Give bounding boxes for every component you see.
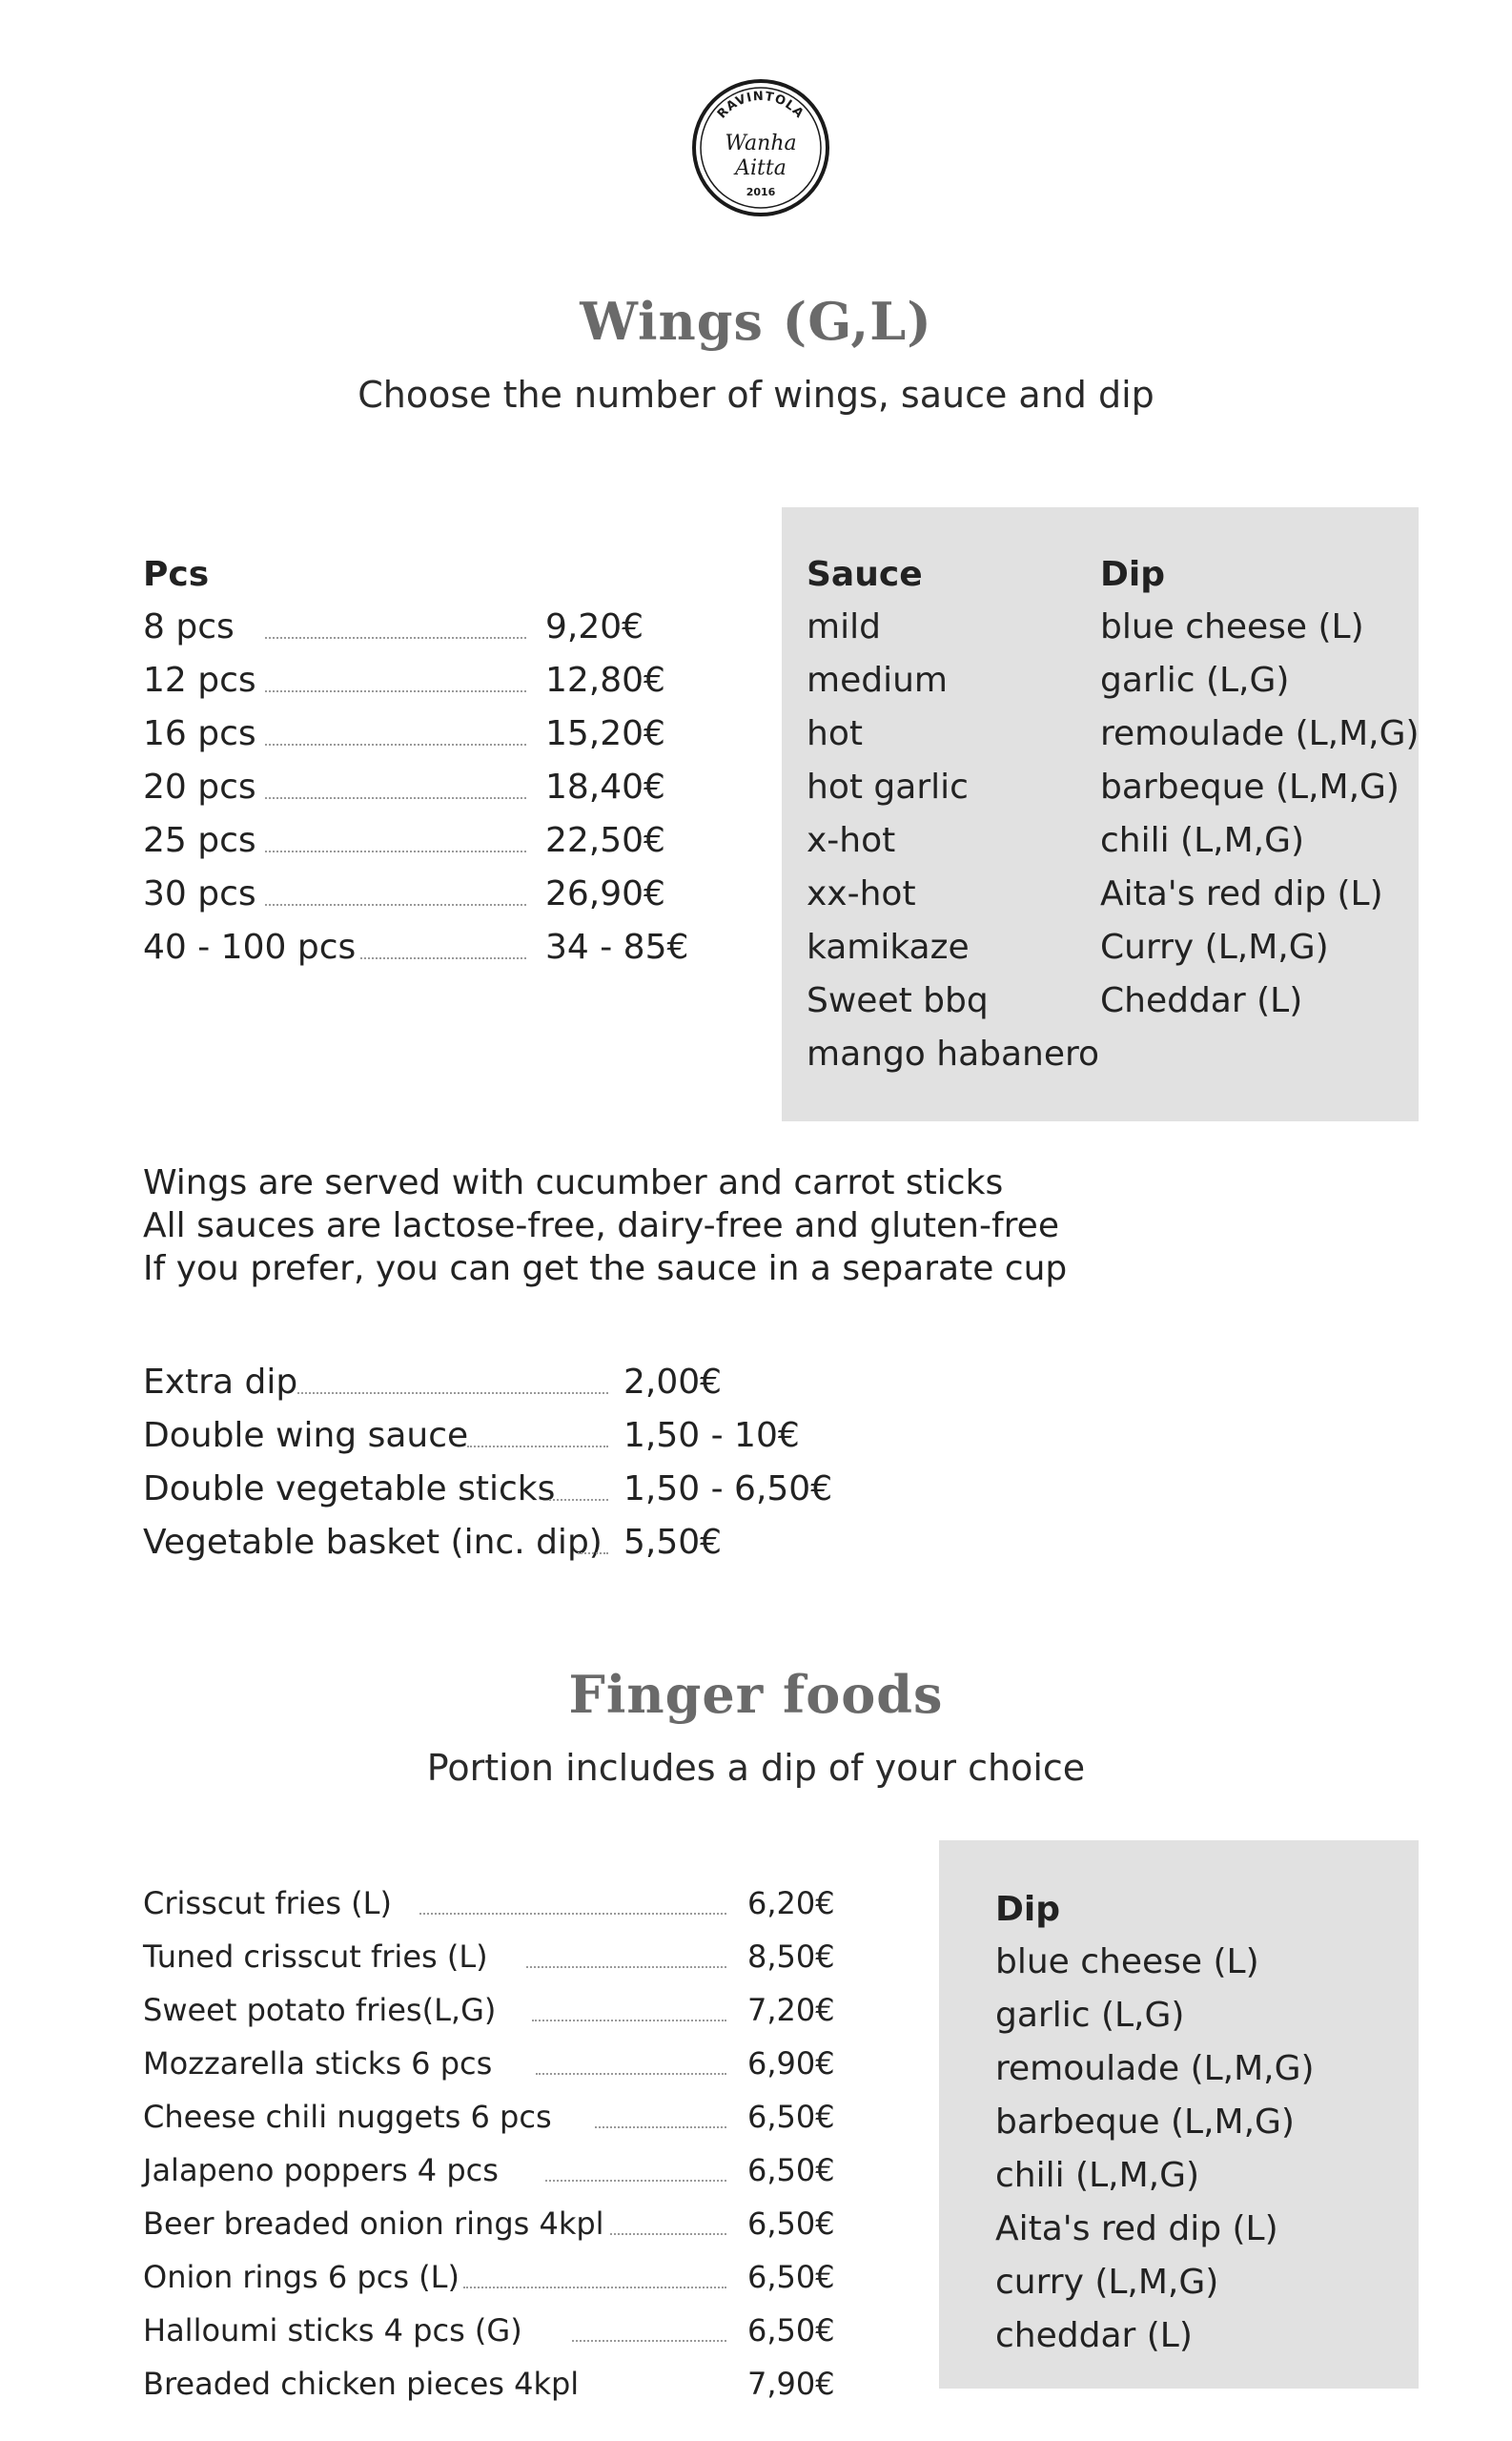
finger-dip-item: cheddar (L) (995, 2316, 1193, 2355)
extra-price: 1,50 - 6,50€ (623, 1469, 833, 1508)
wings-title: Wings (G,L) (580, 291, 932, 352)
sauce-item: Sweet bbq (807, 981, 989, 1020)
extra-row (143, 1469, 858, 1510)
dip-item: Curry (L,M,G) (1100, 928, 1329, 967)
finger-item-row (143, 2312, 868, 2349)
finger-item-label: Onion rings 6 pcs (L) (143, 2259, 460, 2295)
pcs-row (143, 714, 715, 755)
pcs-row (143, 661, 715, 702)
dotted-leader (265, 744, 526, 746)
pcs-price: 26,90€ (545, 874, 665, 913)
svg-text:RAVINTOLA (715, 90, 807, 122)
pcs-price: 15,20€ (545, 714, 665, 753)
extra-row (143, 1523, 858, 1564)
finger-item-row (143, 2366, 868, 2403)
finger-item-price: 6,50€ (747, 2205, 835, 2242)
wings-note: Wings are served with cucumber and carrot sticks (143, 1163, 1004, 1202)
extra-price: 5,50€ (623, 1523, 723, 1562)
finger-dip-item: blue cheese (L) (995, 1942, 1259, 1981)
finger-item-price: 7,90€ (747, 2366, 835, 2402)
pcs-price: 18,40€ (545, 768, 665, 807)
finger-dip-item: barbeque (L,M,G) (995, 2103, 1295, 2142)
finger-item-row (143, 2205, 868, 2243)
pcs-header: Pcs (143, 555, 210, 594)
sauce-item: hot garlic (807, 768, 969, 807)
pcs-price: 22,50€ (545, 821, 665, 860)
finger-dip-item: Aita's red dip (L) (995, 2209, 1278, 2248)
finger-dip-item: garlic (L,G) (995, 1996, 1185, 2035)
dip-item: chili (L,M,G) (1100, 821, 1305, 860)
finger-item-label: Mozzarella sticks 6 pcs (143, 2045, 493, 2082)
finger-dip-item: remoulade (L,M,G) (995, 2049, 1315, 2088)
sauce-item: mild (807, 607, 881, 646)
finger-item-row (143, 1938, 868, 1976)
finger-item-label: Tuned crisscut fries (L) (143, 1938, 488, 1975)
pcs-row (143, 607, 715, 648)
finger-item-price: 6,50€ (747, 2312, 835, 2349)
pcs-price: 12,80€ (545, 661, 665, 700)
finger-item-label: Jalapeno poppers 4 pcs (143, 2152, 499, 2188)
finger-item-price: 6,50€ (747, 2099, 835, 2135)
dip-item: remoulade (L,M,G) (1100, 714, 1420, 753)
extra-row (143, 1365, 858, 1404)
dotted-leader (297, 1392, 608, 1394)
extra-label: Double wing sauce (143, 1416, 469, 1455)
finger-item-row (143, 1885, 868, 1922)
finger-item-label: Beer breaded onion rings 4kpl (143, 2205, 604, 2242)
finger-dip-header: Dip (995, 1890, 1060, 1929)
finger-item-price: 7,20€ (747, 1992, 835, 2028)
dotted-leader (536, 2073, 726, 2075)
dotted-leader (467, 1446, 608, 1447)
pcs-price: 34 - 85€ (545, 928, 689, 967)
dotted-leader (265, 904, 526, 906)
wings-note: All sauces are lactose-free, dairy-free and gluten-free (143, 1206, 1059, 1245)
dotted-leader (265, 797, 526, 799)
dotted-leader (545, 2180, 726, 2182)
pcs-label: 12 pcs (143, 661, 256, 700)
dotted-leader (419, 1913, 726, 1915)
extra-label: Vegetable basket (inc. dip) (143, 1523, 603, 1562)
extra-label: Double vegetable sticks (143, 1469, 556, 1508)
finger-item-row (143, 1992, 868, 2029)
finger-item-price: 6,50€ (747, 2152, 835, 2188)
pcs-row (143, 874, 715, 915)
dotted-leader (578, 1552, 608, 1554)
dotted-leader (549, 1499, 608, 1501)
dip-header: Dip (1100, 555, 1165, 594)
sauce-item: medium (807, 661, 948, 700)
dotted-leader (463, 2287, 726, 2288)
pcs-label: 8 pcs (143, 607, 235, 646)
sauce-item: mango habanero (807, 1035, 1100, 1074)
extra-price: 2,00€ (623, 1363, 723, 1402)
sauce-header: Sauce (807, 555, 923, 594)
logo-year: 2016 (746, 186, 776, 198)
sauce-item: kamikaze (807, 928, 970, 967)
pcs-label: 20 pcs (143, 768, 256, 807)
logo-line1: Wanha (725, 132, 797, 155)
finger-item-label: Cheese chili nuggets 6 pcs (143, 2099, 552, 2135)
dotted-leader (265, 637, 526, 639)
sauce-dip-panel (782, 507, 1419, 1121)
finger-item-row (143, 2099, 868, 2136)
finger-dip-item: chili (L,M,G) (995, 2156, 1200, 2195)
wings-note: If you prefer, you can get the sauce in a separate cup (143, 1249, 1068, 1288)
sauce-item: x-hot (807, 821, 896, 860)
sauce-item: xx-hot (807, 874, 916, 913)
pcs-price: 9,20€ (545, 607, 644, 646)
dip-item: barbeque (L,M,G) (1100, 768, 1400, 807)
finger-item-price: 6,20€ (747, 1885, 835, 1921)
finger-item-label: Sweet potato fries(L,G) (143, 1992, 497, 2028)
dotted-leader (572, 2340, 726, 2342)
dotted-leader (532, 2020, 726, 2021)
finger-item-price: 6,90€ (747, 2045, 835, 2082)
extra-label: Extra dip (143, 1363, 298, 1402)
restaurant-logo (684, 72, 837, 224)
dotted-leader (360, 957, 526, 959)
sauce-item: hot (807, 714, 863, 753)
dip-item: blue cheese (L) (1100, 607, 1364, 646)
finger-item-label: Crisscut fries (L) (143, 1885, 392, 1921)
dip-item: Cheddar (L) (1100, 981, 1303, 1020)
finger-item-row (143, 2259, 868, 2296)
dotted-leader (526, 1966, 726, 1968)
finger-subtitle: Portion includes a dip of your choice (426, 1747, 1086, 1789)
finger-dip-item: curry (L,M,G) (995, 2263, 1219, 2302)
dotted-leader (265, 690, 526, 692)
pcs-label: 25 pcs (143, 821, 256, 860)
dotted-leader (610, 2233, 726, 2235)
pcs-row (143, 928, 715, 969)
dip-item: garlic (L,G) (1100, 661, 1290, 700)
pcs-label: 16 pcs (143, 714, 256, 753)
pcs-row (143, 821, 715, 862)
finger-item-row (143, 2152, 868, 2189)
finger-item-row (143, 2045, 868, 2082)
finger-item-label: Halloumi sticks 4 pcs (G) (143, 2312, 522, 2349)
finger-item-label: Breaded chicken pieces 4kpl (143, 2366, 580, 2402)
pcs-row (143, 770, 715, 809)
logo-line2: Aitta (735, 156, 787, 180)
finger-title: Finger foods (568, 1664, 944, 1725)
wings-subtitle: Choose the number of wings, sauce and dip (358, 374, 1154, 416)
extra-price: 1,50 - 10€ (623, 1416, 800, 1455)
logo-arc-text: RAVINTOLA (714, 89, 807, 122)
extra-row (143, 1416, 858, 1457)
dotted-leader (265, 851, 526, 852)
finger-item-price: 6,50€ (747, 2259, 835, 2295)
dip-item: Aita's red dip (L) (1100, 874, 1383, 913)
pcs-label: 40 - 100 pcs (143, 928, 357, 967)
pcs-label: 30 pcs (143, 874, 256, 913)
dotted-leader (595, 2126, 726, 2128)
finger-item-price: 8,50€ (747, 1938, 835, 1975)
